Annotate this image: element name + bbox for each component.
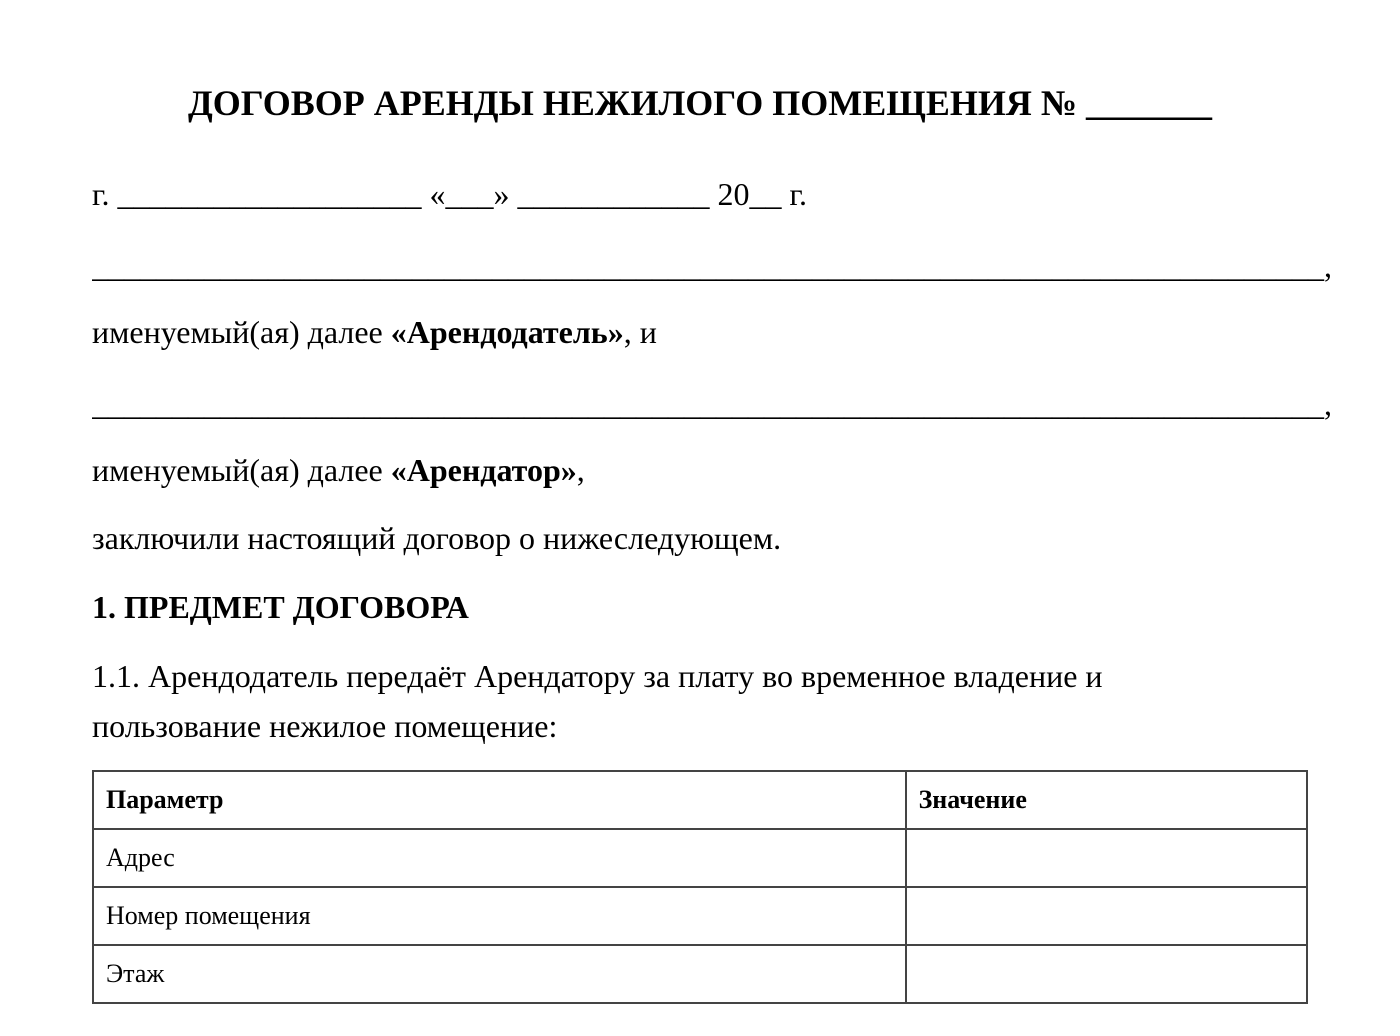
row-value-room-number[interactable] [906, 887, 1307, 945]
section-1-heading: 1. ПРЕДМЕТ ДОГОВОРА [92, 589, 469, 625]
landlord-name-blank: _____________________________________________________________________________, [92, 248, 1332, 284]
table-header-row [93, 771, 1307, 829]
tenant-name-blank: _____________________________________________________________________________, [92, 386, 1332, 422]
tenant-suffix: , [576, 452, 585, 488]
column-header-value: Значение [906, 771, 1307, 829]
column-header-parameter: Параметр [93, 771, 906, 829]
row-parameter-address: Адрес [93, 829, 906, 887]
table-row [93, 829, 1307, 887]
row-value-floor[interactable] [906, 945, 1307, 1003]
landlord-suffix: , и [623, 314, 657, 350]
tenant-role: «Арендатор» [390, 452, 577, 488]
row-parameter-room-number: Номер помещения [93, 887, 906, 945]
place-date-line: г. ___________________ «___» ____________ 20__ г. [92, 176, 808, 212]
premises-parameters-table [92, 770, 1308, 1004]
table-row [93, 945, 1307, 1003]
document-title: ДОГОВОР АРЕНДЫ НЕЖИЛОГО ПОМЕЩЕНИЯ № _______ [187, 83, 1213, 123]
row-parameter-floor: Этаж [93, 945, 906, 1003]
landlord-role: «Арендодатель» [390, 314, 624, 350]
concluded-statement: заключили настоящий договор о нижеследующем. [92, 520, 782, 556]
tenant-prefix: именуемый(ая) далее [92, 452, 391, 488]
landlord-prefix: именуемый(ая) далее [92, 314, 391, 350]
tenant-designation [92, 448, 585, 492]
clause-1-1: 1.1. Арендодатель передаёт Арендатору за плату во временное владение и пользование нежилое помещение: [92, 658, 1103, 744]
landlord-designation [92, 310, 657, 354]
table-row [93, 887, 1307, 945]
row-value-address[interactable] [906, 829, 1307, 887]
